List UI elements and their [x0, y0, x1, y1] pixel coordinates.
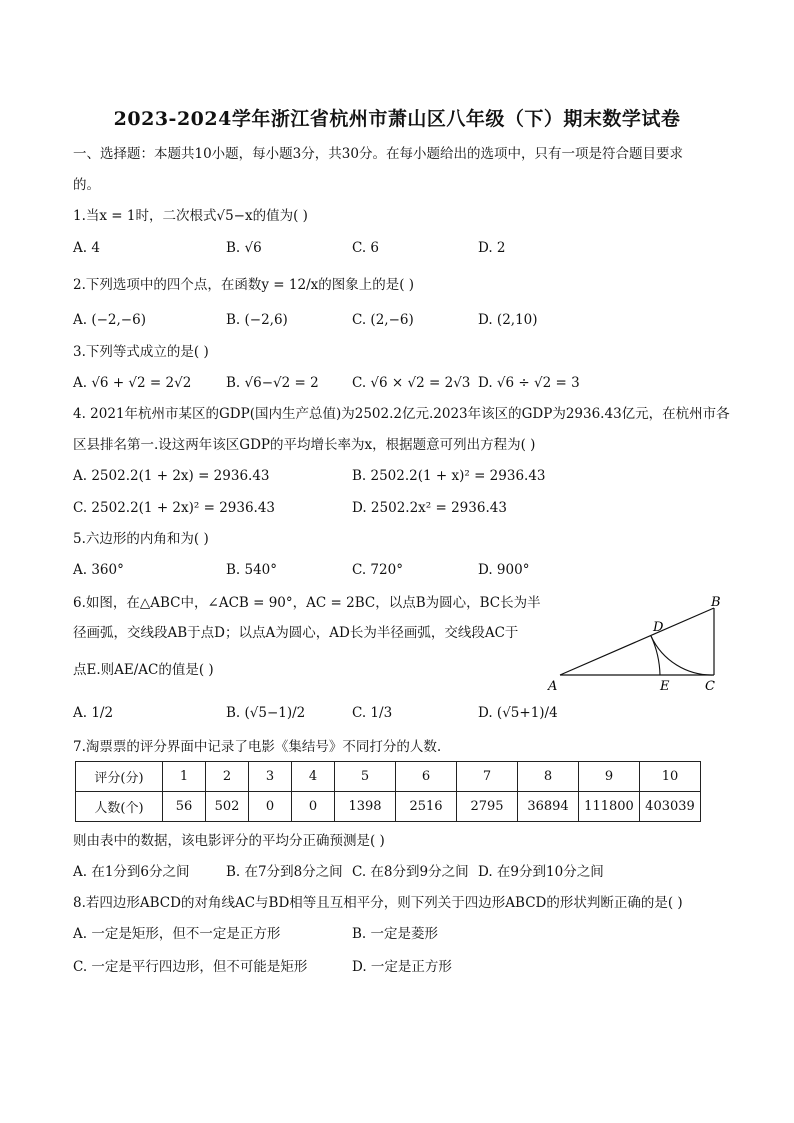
table-cell: 8 — [518, 762, 579, 792]
table-cell: 0 — [249, 792, 292, 822]
question-4-stem-line1: 4. 2021年杭州市某区的GDP(国内生产总值)为2502.2亿元.2023年该区的GDP为2936.43亿元，在杭州市各 — [73, 406, 730, 422]
question-1-stem: 1.当x = 1时，二次根式√5−x的值为( ) — [73, 208, 308, 224]
question-7-option-a: A. 在1分到6分之间 — [73, 864, 190, 880]
label-a: A — [548, 679, 558, 694]
question-7-stem: 7.淘票票的评分界面中记录了电影《集结号》不同打分的人数. — [73, 739, 442, 755]
question-7-option-d: D. 在9分到10分之间 — [478, 864, 604, 880]
table-cell: 10 — [640, 762, 701, 792]
table-cell: 2 — [206, 762, 249, 792]
table-cell: 7 — [457, 762, 518, 792]
table-header-count: 人数(个) — [76, 792, 163, 822]
question-6-option-d: D. (√5+1)/4 — [478, 705, 558, 721]
table-cell: 502 — [206, 792, 249, 822]
question-3-option-c: C. √6 × √2 = 2√3 — [352, 375, 471, 391]
question-5-option-c: C. 720° — [352, 562, 403, 578]
segment-ab — [560, 608, 714, 675]
table-cell: 56 — [163, 792, 206, 822]
question-4-option-b: B. 2502.2(1 + x)² = 2936.43 — [352, 468, 546, 484]
section-header-line2: 的。 — [73, 177, 100, 193]
question-2-option-d: D. (2,10) — [478, 312, 538, 328]
table-cell: 1 — [163, 762, 206, 792]
question-3-option-a: A. √6 + √2 = 2√2 — [73, 375, 192, 391]
label-c: C — [705, 679, 715, 694]
question-8-option-d: D. 一定是正方形 — [352, 959, 452, 975]
arc-centered-b — [651, 636, 714, 675]
label-b: B — [711, 595, 721, 610]
table-header-score: 评分(分) — [76, 762, 163, 792]
question-6-stem-line2: 径画弧，交线段AB于点D；以点A为圆心，AD长为半径画弧，交线段AC于 — [73, 625, 519, 641]
triangle-figure — [545, 592, 730, 694]
table-row — [76, 792, 701, 822]
table-cell: 1398 — [335, 792, 396, 822]
question-6-option-c: C. 1/3 — [352, 705, 393, 721]
question-1-option-d: D. 2 — [478, 240, 506, 256]
rating-table — [75, 761, 701, 822]
question-7-option-c: C. 在8分到9分之间 — [352, 864, 469, 880]
question-3-stem: 3.下列等式成立的是( ) — [73, 344, 209, 360]
section-header-line1: 一、选择题：本题共10小题，每小题3分，共30分。在每小题给出的选项中，只有一项是符合题目要求 — [73, 146, 683, 162]
table-cell: 2516 — [396, 792, 457, 822]
question-6-option-b: B. (√5−1)/2 — [226, 705, 306, 721]
question-3-option-b: B. √6−√2 = 2 — [226, 375, 319, 391]
question-1-option-b: B. √6 — [226, 240, 262, 256]
table-cell: 0 — [292, 792, 335, 822]
table-cell: 9 — [579, 762, 640, 792]
question-4-stem-line2: 区县排名第一.设这两年该区GDP的平均增长率为x，根据题意可列出方程为( ) — [73, 437, 536, 453]
label-d: D — [653, 620, 664, 635]
question-1-option-a: A. 4 — [73, 240, 100, 256]
question-5-option-b: B. 540° — [226, 562, 278, 578]
question-8-stem: 8.若四边形ABCD的对角线AC与BD相等且互相平分，则下列关于四边形ABCD的形状判断正确的是( ) — [73, 895, 683, 911]
question-3-option-d: D. √6 ÷ √2 = 3 — [478, 375, 580, 391]
question-4-option-d: D. 2502.2x² = 2936.43 — [352, 500, 507, 516]
question-6-stem-line1: 6.如图，在△ABC中，∠ACB = 90°，AC = 2BC，以点B为圆心，BC长为半 — [73, 595, 541, 611]
table-cell: 6 — [396, 762, 457, 792]
question-7-stem2: 则由表中的数据，该电影评分的平均分正确预测是( ) — [73, 833, 385, 849]
question-7-option-b: B. 在7分到8分之间 — [226, 864, 343, 880]
arc-centered-a — [651, 636, 660, 675]
question-8-option-b: B. 一定是菱形 — [352, 926, 439, 942]
question-2-option-c: C. (2,−6) — [352, 312, 414, 328]
table-cell: 5 — [335, 762, 396, 792]
table-cell: 111800 — [579, 792, 640, 822]
table-cell: 4 — [292, 762, 335, 792]
question-1-option-c: C. 6 — [352, 240, 380, 256]
table-cell: 36894 — [518, 792, 579, 822]
question-5-option-d: D. 900° — [478, 562, 530, 578]
question-2-stem: 2.下列选项中的四个点，在函数y = 12/x的图象上的是( ) — [73, 277, 415, 293]
question-6-option-a: A. 1/2 — [73, 705, 114, 721]
question-2-option-a: A. (−2,−6) — [73, 312, 146, 328]
question-5-option-a: A. 360° — [73, 562, 124, 578]
table-cell: 2795 — [457, 792, 518, 822]
question-4-option-a: A. 2502.2(1 + 2x) = 2936.43 — [73, 468, 270, 484]
question-4-option-c: C. 2502.2(1 + 2x)² = 2936.43 — [73, 500, 276, 516]
table-row — [76, 762, 701, 792]
table-cell: 403039 — [640, 792, 701, 822]
table-cell: 3 — [249, 762, 292, 792]
exam-title: 2023-2024学年浙江省杭州市萧山区八年级（下）期末数学试卷 — [113, 108, 681, 130]
question-5-stem: 5.六边形的内角和为( ) — [73, 531, 209, 547]
question-2-option-b: B. (−2,6) — [226, 312, 288, 328]
question-6-stem-line3: 点E.则AE/AC的值是( ) — [73, 662, 214, 678]
question-8-option-a: A. 一定是矩形，但不一定是正方形 — [73, 926, 281, 942]
label-e: E — [660, 679, 670, 694]
question-8-option-c: C. 一定是平行四边形，但不可能是矩形 — [73, 959, 308, 975]
